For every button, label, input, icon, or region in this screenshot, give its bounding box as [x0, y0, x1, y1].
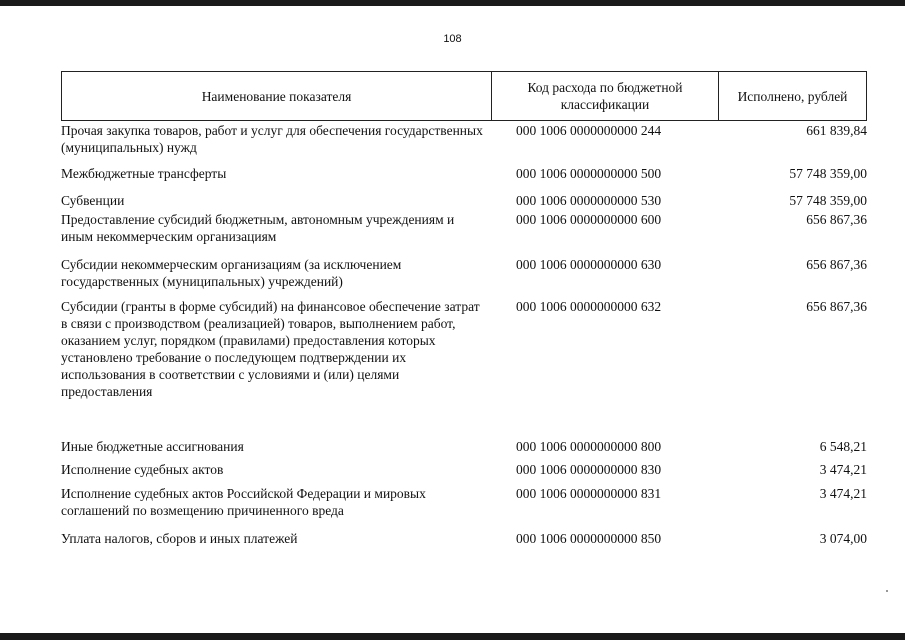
- row-name: Межбюджетные трансферты: [61, 166, 227, 181]
- header-code: Код расхода по бюджетной классификации: [492, 72, 719, 120]
- row-name: Субсидии (гранты в форме субсидий) на финансовое обеспечение затрат в связи с производством (реализацией) товаров, выполнением работ, оказанием услуг, порядком (правилами) предоставления которых установлено требование о последующем подтверждении их использования в соответствии с условиями и (или) целями предоставления: [61, 299, 480, 399]
- row-code: 000 1006 0000000000 630: [516, 257, 662, 272]
- table-header: [61, 71, 867, 121]
- row-amount: 656 867,36: [806, 212, 867, 227]
- row-code: 000 1006 0000000000 632: [516, 299, 662, 314]
- bottom-border: [0, 633, 905, 640]
- top-border: [0, 0, 905, 6]
- row-amount: 57 748 359,00: [789, 193, 867, 208]
- row-name: Исполнение судебных актов: [61, 462, 224, 477]
- row-code: 000 1006 0000000000 831: [516, 486, 662, 501]
- row-name: Субсидии некоммерческим организациям (за исключением государственных (муниципальных) учреждений): [61, 257, 402, 289]
- row-name: Субвенции: [61, 193, 125, 208]
- row-amount: 3 474,21: [819, 462, 867, 477]
- row-code: 000 1006 0000000000 800: [516, 439, 662, 454]
- row-amount: 656 867,36: [806, 299, 867, 314]
- row-code: 000 1006 0000000000 244: [516, 123, 662, 138]
- row-amount: 6 548,21: [819, 439, 867, 454]
- row-code: 000 1006 0000000000 600: [516, 212, 662, 227]
- row-name: Исполнение судебных актов Российской Федерации и мировых соглашений по возмещению причиненного вреда: [61, 486, 426, 518]
- row-code: 000 1006 0000000000 530: [516, 193, 662, 208]
- row-amount: 656 867,36: [806, 257, 867, 272]
- row-name: Иные бюджетные ассигнования: [61, 439, 244, 454]
- header-name: Наименование показателя: [62, 72, 492, 120]
- page-number: 108: [443, 33, 462, 45]
- header-amount: Исполнено, рублей: [737, 88, 848, 104]
- row-code: 000 1006 0000000000 500: [516, 166, 662, 181]
- row-name: Прочая закупка товаров, работ и услуг для обеспечения государственных (муниципальных) нужд: [61, 123, 483, 155]
- row-amount: 661 839,84: [806, 123, 867, 138]
- row-name: Предоставление субсидий бюджетным, автономным учреждениям и иным некоммерческим организациям: [61, 212, 455, 244]
- scan-speck: [886, 590, 888, 592]
- row-code: 000 1006 0000000000 850: [516, 531, 662, 546]
- row-name: Уплата налогов, сборов и иных платежей: [61, 531, 298, 546]
- row-amount: 3 074,00: [819, 531, 867, 546]
- row-code: 000 1006 0000000000 830: [516, 462, 662, 477]
- row-amount: 57 748 359,00: [789, 166, 867, 181]
- row-amount: 3 474,21: [819, 486, 867, 501]
